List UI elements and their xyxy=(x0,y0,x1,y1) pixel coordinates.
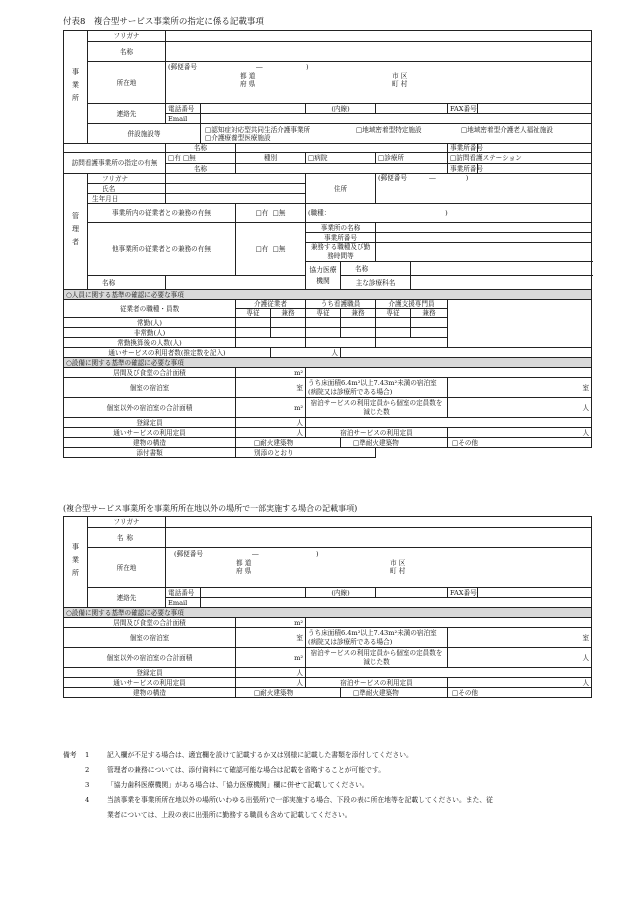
staff-count-label: 従業者の職種・員数 xyxy=(64,300,236,318)
branch-other-area-field[interactable]: m² xyxy=(236,648,306,668)
day-capacity-field[interactable]: 人 xyxy=(236,428,306,438)
city-label-1: 市 区 xyxy=(392,72,408,80)
equipment-section-header: ○設備に関する基準の確認に必要な事項 xyxy=(64,358,592,368)
branch-rooms-label: 個室の宿泊室 xyxy=(64,628,236,648)
coop-section-label: 協力医療機関 xyxy=(306,262,341,290)
combined-facility-options[interactable] xyxy=(201,124,592,144)
col-nurse: うち看護職員 xyxy=(306,300,376,309)
branch-stay-cap-label: 宿泊サービスの利用定員 xyxy=(306,678,448,688)
branch-day-cap-label: 通いサービスの利用定員 xyxy=(64,678,236,688)
cell[interactable] xyxy=(271,318,306,328)
remarks-num-3: 3 xyxy=(85,781,90,789)
stay-minus-note: 宿泊サービスの利用定員から個室の定員数を減じた数 xyxy=(306,398,448,418)
cell[interactable] xyxy=(306,338,376,348)
structure-fireproof[interactable]: □耐火建築物 xyxy=(236,438,341,448)
remarks-num-1: 1 xyxy=(85,751,90,759)
email-field[interactable] xyxy=(201,114,592,124)
cell[interactable] xyxy=(236,338,306,348)
other-room-area-label: 個室以外の宿泊室の合計面積 xyxy=(64,398,236,418)
coop-name-label-1: 名称 xyxy=(341,262,411,276)
branch-email-label: Email xyxy=(166,598,201,608)
branch-small-room-note: うち床面積6.4m²以上7.43m²未満の宿泊室(病院又は診療所である場合) xyxy=(306,628,448,648)
branch-other-area-label: 個室以外の宿泊室の合計面積 xyxy=(64,648,236,668)
coop-dept-label-2: 主な診療科名 xyxy=(341,276,411,290)
branch-address-label: 所在地 xyxy=(88,548,166,588)
cm-concurrent: 兼務 xyxy=(411,309,448,318)
kind-hospital[interactable]: □病院 xyxy=(306,153,376,164)
branch-contact-label: 連絡先 xyxy=(88,588,166,608)
visiting-yes-no[interactable] xyxy=(166,153,236,164)
office-address-label: 所在地 xyxy=(88,62,166,104)
registered-capacity-label: 登録定員 xyxy=(64,418,236,428)
other-room-area-field[interactable]: m² xyxy=(236,398,306,418)
remarks-label: 備考 xyxy=(63,751,77,759)
postal-dash: ― xyxy=(256,63,263,71)
office-section-label: 事業所 xyxy=(64,31,88,144)
occupation-close: ) xyxy=(445,209,448,217)
branch-fax-field[interactable] xyxy=(478,588,592,598)
branch-stay-cap-field[interactable]: 人 xyxy=(448,678,592,688)
small-room-field[interactable]: 室 xyxy=(448,378,592,398)
facility-option-1[interactable]: □認知症対応型共同生活介護事業所 xyxy=(205,125,311,134)
external-yes[interactable]: □有 xyxy=(255,245,269,253)
other-office-no-field[interactable] xyxy=(376,233,592,243)
day-capacity-label: 通いサービスの利用定員 xyxy=(64,428,236,438)
dining-area-field[interactable]: m² xyxy=(236,368,306,378)
manager-birth-label: 生年月日 xyxy=(88,194,166,204)
branch-section-title: (複合型サービス事業所を事業所所在地以外の場所で一部実施する場合の記載事項) xyxy=(63,504,358,513)
branch-city-2: 町 村 xyxy=(390,567,406,575)
remark-4a: 当該事業を事業所所在地以外の場所(いわゆる出張所)で一部実施する場合、下段の表に所在地等を記載してください。また、従 xyxy=(107,796,493,804)
fax-label: FAX番号 xyxy=(448,104,478,114)
visiting-nursing-label: 訪問看護事業所の指定の有無 xyxy=(64,153,166,174)
branch-stay-minus-note: 宿泊サービスの利用定員から個室の定員数を減じた数 xyxy=(306,648,448,668)
cell[interactable] xyxy=(306,328,341,338)
visiting-no[interactable]: □無 xyxy=(182,154,196,162)
kind-clinic[interactable]: □診療所 xyxy=(376,153,448,164)
structure-label: 建物の構造 xyxy=(64,438,236,448)
facility-officeno-field[interactable] xyxy=(478,144,592,153)
col-care-manager: 介護支援専門員 xyxy=(376,300,448,309)
office-name-label: 名称 xyxy=(88,42,166,62)
visiting-name-label: 名称 xyxy=(166,164,236,174)
internal-concurrent-options[interactable] xyxy=(236,204,306,223)
branch-equipment-header: ○設備に関する基準の確認に必要な事項 xyxy=(64,608,592,618)
other-office-job-field[interactable] xyxy=(376,243,592,262)
branch-structure-semi[interactable]: □準耐火建築物 xyxy=(341,688,448,698)
structure-semi-fireproof[interactable]: □準耐火建築物 xyxy=(341,438,448,448)
branch-tel-field[interactable] xyxy=(201,588,306,598)
facility-blank xyxy=(64,144,166,153)
branch-tel-label: 電話番号 xyxy=(166,588,201,598)
visiting-name-field[interactable] xyxy=(236,164,448,174)
staff-row-parttime: 非常勤(人) xyxy=(64,328,236,338)
other-office-no-label: 事業所番号 xyxy=(306,233,376,243)
branch-extension-label: (内線) xyxy=(306,588,376,598)
postal-label: (郵便番号 xyxy=(168,63,197,71)
internal-no[interactable]: □無 xyxy=(272,209,286,217)
branch-name-label: 名称 xyxy=(88,528,166,548)
branch-furigana-field[interactable] xyxy=(166,517,592,528)
fax-field[interactable] xyxy=(478,104,592,114)
remark-3: 「協力歯科医療機関」がある場合は、「協力医療機関」欄に併せて記載してください。 xyxy=(107,781,369,789)
branch-stay-minus-field[interactable]: 人 xyxy=(448,648,592,668)
visiting-kind-label: 種別 xyxy=(236,153,306,164)
manager-furigana-label: フリガナ xyxy=(88,174,166,184)
branch-structure-label: 建物の構造 xyxy=(64,688,236,698)
coop-name-label-2: 名称 xyxy=(88,276,166,290)
manager-birth-field[interactable] xyxy=(166,194,306,204)
branch-small-room-field[interactable]: 室 xyxy=(448,628,592,648)
branch-registered-label: 登録定員 xyxy=(64,668,236,678)
city-label-2: 町 村 xyxy=(392,80,408,88)
branch-registered-field[interactable]: 人 xyxy=(236,668,306,678)
visiting-yes[interactable]: □有 xyxy=(168,154,181,162)
nurse-concurrent: 兼務 xyxy=(341,309,376,318)
structure-other[interactable]: □その他 xyxy=(448,438,592,448)
external-no[interactable]: □無 xyxy=(272,245,286,253)
postal-close: ) xyxy=(306,63,309,71)
manager-name-field[interactable] xyxy=(166,184,306,194)
coop-name-field-1[interactable] xyxy=(411,262,592,276)
day-users-label: 通いサービスの利用者数(推定数を記入) xyxy=(64,348,271,358)
private-rooms-label: 個室の宿泊室 xyxy=(64,378,236,398)
branch-city-1: 市 区 xyxy=(390,559,406,567)
extension-label: (内線) xyxy=(306,104,376,114)
main-form-table xyxy=(63,30,592,458)
branch-rooms-field[interactable]: 室 xyxy=(236,628,306,648)
facility-option-2[interactable]: □地域密着型特定施設 xyxy=(356,125,422,134)
branch-office-section-label: 事業所 xyxy=(64,517,88,608)
care-concurrent: 兼務 xyxy=(271,309,306,318)
cell[interactable] xyxy=(376,338,448,348)
staff-row-fulltime: 常勤(人) xyxy=(64,318,236,328)
cm-fulltime: 専従 xyxy=(376,309,411,318)
col-care-worker: 介護従業者 xyxy=(236,300,306,309)
facility-officeno-label: 事業所番号 xyxy=(448,144,478,153)
extension-field[interactable] xyxy=(376,104,448,114)
visiting-officeno-field[interactable] xyxy=(478,164,592,174)
branch-address-field[interactable] xyxy=(166,548,592,588)
internal-yes[interactable]: □有 xyxy=(255,209,269,217)
branch-structure-fireproof[interactable]: □耐火建築物 xyxy=(236,688,341,698)
furigana-label: フリガナ xyxy=(88,31,166,42)
kind-station[interactable]: □訪問看護ステーション xyxy=(448,153,592,164)
branch-dining-field[interactable]: m² xyxy=(236,618,306,628)
attachments-label: 添付書類 xyxy=(64,448,236,458)
manager-name-label: 氏名 xyxy=(88,184,166,194)
remark-4b: 業者については、上段の表に出張所に勤務する職員も含めて記載してください。 xyxy=(107,811,352,819)
coop-name-field-2[interactable] xyxy=(166,276,306,290)
care-fulltime: 専従 xyxy=(236,309,271,318)
branch-postal-dash: ― xyxy=(252,550,259,558)
attachments-value: 別添のとおり xyxy=(236,448,376,458)
office-name-field[interactable] xyxy=(166,42,592,62)
small-room-note: うち床面積6.4m²以上7.43m²未満の宿泊室(病院又は診療所である場合) xyxy=(306,378,448,398)
branch-pref-2: 府 県 xyxy=(236,567,252,575)
branch-extension-field[interactable] xyxy=(376,588,448,598)
cell[interactable] xyxy=(341,328,376,338)
contact-label: 連絡先 xyxy=(88,104,166,124)
office-furigana-field[interactable] xyxy=(166,31,592,42)
form-title: 付表8 複合型サービス事業所の指定に係る記載事項 xyxy=(63,17,264,27)
coop-dept-field-2[interactable] xyxy=(411,276,592,290)
cell[interactable] xyxy=(236,318,271,328)
remark-2: 管理者の兼務については、添付資料にて確認可能な場合は記載を省略することが可能です。 xyxy=(107,766,385,774)
staff-section-header: ○人員に関する基準の確認に必要な事項 xyxy=(64,290,592,300)
prefecture-label-1: 都 道 xyxy=(240,72,256,80)
branch-name-field[interactable] xyxy=(166,528,592,548)
manager-postal-close: ) xyxy=(465,174,469,182)
internal-occupation-field[interactable] xyxy=(306,204,592,223)
external-concurrent-options[interactable] xyxy=(236,223,306,276)
manager-address-label: 住所 xyxy=(306,174,376,204)
cell[interactable] xyxy=(411,328,448,338)
stay-minus-field[interactable]: 人 xyxy=(448,398,592,418)
other-office-name-label: 事業所の名称 xyxy=(306,223,376,233)
branch-day-cap-field[interactable]: 人 xyxy=(236,678,306,688)
branch-postal-label: (郵便番号 xyxy=(174,550,203,558)
combined-facility-label: 併設施設等 xyxy=(88,124,201,144)
facility-option-3[interactable]: □地域密着型介護老人福祉施設 xyxy=(461,125,553,134)
office-address-field[interactable] xyxy=(166,62,592,104)
email-label: Email xyxy=(166,114,201,124)
cell[interactable] xyxy=(376,328,411,338)
cell[interactable] xyxy=(341,318,376,328)
cell[interactable] xyxy=(306,318,341,328)
facility-name-field[interactable] xyxy=(236,144,448,153)
manager-furigana-field[interactable] xyxy=(166,174,306,184)
branch-postal-close: ) xyxy=(316,550,319,558)
internal-concurrent-label: 事業所内の従業者との兼務の有無 xyxy=(88,204,236,223)
occupation-label: (職種： xyxy=(308,209,328,217)
remarks-num-2: 2 xyxy=(85,766,90,774)
manager-section-label: 管理者 xyxy=(64,174,88,290)
other-office-name-field[interactable] xyxy=(376,223,592,233)
external-concurrent-label: 他事業所の従業者との兼務の有無 xyxy=(88,223,236,276)
branch-pref-1: 都 道 xyxy=(236,559,252,567)
stay-capacity-field[interactable]: 人 xyxy=(448,428,592,438)
cell[interactable] xyxy=(411,318,448,328)
visiting-officeno-label: 事業所番号 xyxy=(448,164,478,174)
private-rooms-field[interactable]: 室 xyxy=(236,378,306,398)
facility-option-4[interactable]: □介護療養型医療施設 xyxy=(205,133,271,142)
branch-structure-other[interactable]: □その他 xyxy=(448,688,592,698)
nurse-fulltime: 専従 xyxy=(306,309,341,318)
facility-name-label: 名称 xyxy=(166,144,236,153)
other-office-job-label: 兼務する職種及び勤務時間等 xyxy=(306,243,376,262)
branch-fax-label: FAX番号 xyxy=(448,588,478,598)
cell[interactable] xyxy=(271,328,306,338)
branch-form-table xyxy=(63,516,592,698)
branch-dining-label: 居間及び食堂の合計面積 xyxy=(64,618,236,628)
tel-field[interactable] xyxy=(201,104,306,114)
tel-label: 電話番号 xyxy=(166,104,201,114)
remarks-num-4: 4 xyxy=(85,796,90,804)
branch-email-field[interactable] xyxy=(201,598,592,608)
day-users-field[interactable]: 人 xyxy=(271,348,341,358)
manager-address-field[interactable] xyxy=(376,174,592,204)
staff-row-converted: 常勤換算後の人数(人) xyxy=(64,338,236,348)
cell[interactable] xyxy=(376,318,411,328)
manager-postal-dash: ― xyxy=(429,174,436,182)
dining-area-label: 居間及び食堂の合計面積 xyxy=(64,368,236,378)
stay-capacity-label: 宿泊サービスの利用定員 xyxy=(306,428,448,438)
registered-capacity-field[interactable]: 人 xyxy=(236,418,306,428)
remark-1: 記入欄が不足する場合は、適宜欄を設けて記載するか又は別様に記載した書類を添付してください。 xyxy=(107,751,413,759)
manager-postal-label: (郵便番号 xyxy=(378,174,407,182)
remarks xyxy=(63,748,623,823)
cell[interactable] xyxy=(236,328,271,338)
branch-furigana-label: フリガナ xyxy=(88,517,166,528)
prefecture-label-2: 府 県 xyxy=(240,80,256,88)
